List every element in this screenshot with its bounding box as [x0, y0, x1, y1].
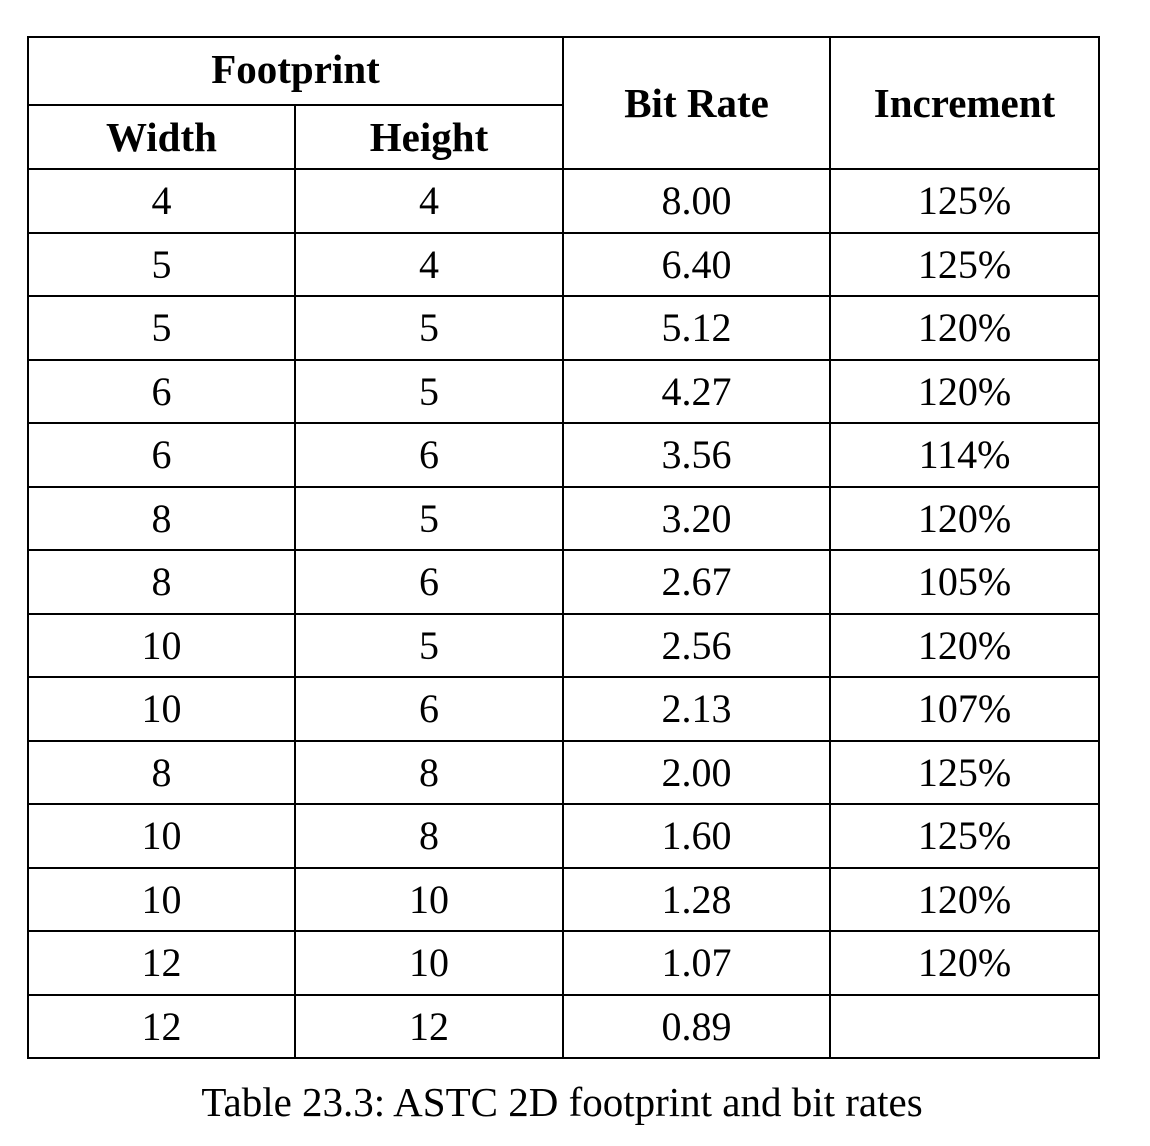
table-row [28, 995, 1099, 1059]
cell-bit-rate: 8.00 [563, 169, 830, 233]
cell-height: 5 [295, 487, 563, 551]
cell-increment: 105% [830, 550, 1099, 614]
cell-bit-rate: 2.56 [563, 614, 830, 678]
cell-bit-rate: 1.60 [563, 804, 830, 868]
cell-bit-rate: 1.28 [563, 868, 830, 932]
cell-height: 4 [295, 169, 563, 233]
cell-width: 6 [28, 360, 295, 424]
cell-increment: 107% [830, 677, 1099, 741]
table-row [28, 804, 1099, 868]
cell-height: 10 [295, 931, 563, 995]
cell-width: 12 [28, 931, 295, 995]
cell-height: 6 [295, 677, 563, 741]
cell-bit-rate: 2.13 [563, 677, 830, 741]
height-header: Height [295, 105, 563, 169]
cell-bit-rate: 1.07 [563, 931, 830, 995]
astc-footprint-table [27, 36, 1100, 1059]
cell-width: 10 [28, 804, 295, 868]
table-caption: Table 23.3: ASTC 2D footprint and bit rates [201, 1079, 923, 1125]
cell-height: 12 [295, 995, 563, 1059]
cell-increment: 120% [830, 868, 1099, 932]
cell-height: 8 [295, 741, 563, 805]
table-row [28, 487, 1099, 551]
table-row [28, 296, 1099, 360]
cell-width: 10 [28, 614, 295, 678]
cell-bit-rate: 0.89 [563, 995, 830, 1059]
cell-height: 10 [295, 868, 563, 932]
cell-width: 8 [28, 741, 295, 805]
cell-height: 6 [295, 550, 563, 614]
cell-increment: 125% [830, 233, 1099, 297]
cell-width: 8 [28, 550, 295, 614]
cell-height: 5 [295, 360, 563, 424]
cell-bit-rate: 3.56 [563, 423, 830, 487]
table-row [28, 169, 1099, 233]
cell-height: 8 [295, 804, 563, 868]
cell-width: 10 [28, 868, 295, 932]
cell-width: 12 [28, 995, 295, 1059]
cell-bit-rate: 2.00 [563, 741, 830, 805]
cell-width: 6 [28, 423, 295, 487]
cell-width: 5 [28, 296, 295, 360]
table-row [28, 868, 1099, 932]
cell-increment: 114% [830, 423, 1099, 487]
cell-width: 10 [28, 677, 295, 741]
cell-bit-rate: 4.27 [563, 360, 830, 424]
cell-bit-rate: 6.40 [563, 233, 830, 297]
table-row [28, 550, 1099, 614]
cell-bit-rate: 2.67 [563, 550, 830, 614]
footprint-group-header: Footprint [28, 37, 563, 105]
cell-increment: 125% [830, 169, 1099, 233]
header-row-top [28, 37, 1099, 105]
cell-increment [830, 995, 1099, 1059]
cell-increment: 120% [830, 931, 1099, 995]
table-row [28, 677, 1099, 741]
cell-height: 5 [295, 614, 563, 678]
cell-height: 4 [295, 233, 563, 297]
table-row [28, 741, 1099, 805]
table-row [28, 360, 1099, 424]
table-row [28, 614, 1099, 678]
cell-height: 6 [295, 423, 563, 487]
cell-width: 5 [28, 233, 295, 297]
table-body [28, 169, 1099, 1058]
cell-increment: 120% [830, 296, 1099, 360]
cell-bit-rate: 3.20 [563, 487, 830, 551]
table-header [28, 37, 1099, 169]
bit-rate-header: Bit Rate [563, 37, 830, 169]
table-row [28, 233, 1099, 297]
table-row [28, 931, 1099, 995]
width-header: Width [28, 105, 295, 169]
table-row [28, 423, 1099, 487]
cell-width: 4 [28, 169, 295, 233]
cell-increment: 120% [830, 614, 1099, 678]
cell-increment: 125% [830, 741, 1099, 805]
increment-header: Increment [830, 37, 1099, 169]
cell-width: 8 [28, 487, 295, 551]
cell-increment: 120% [830, 487, 1099, 551]
cell-height: 5 [295, 296, 563, 360]
cell-bit-rate: 5.12 [563, 296, 830, 360]
cell-increment: 120% [830, 360, 1099, 424]
cell-increment: 125% [830, 804, 1099, 868]
